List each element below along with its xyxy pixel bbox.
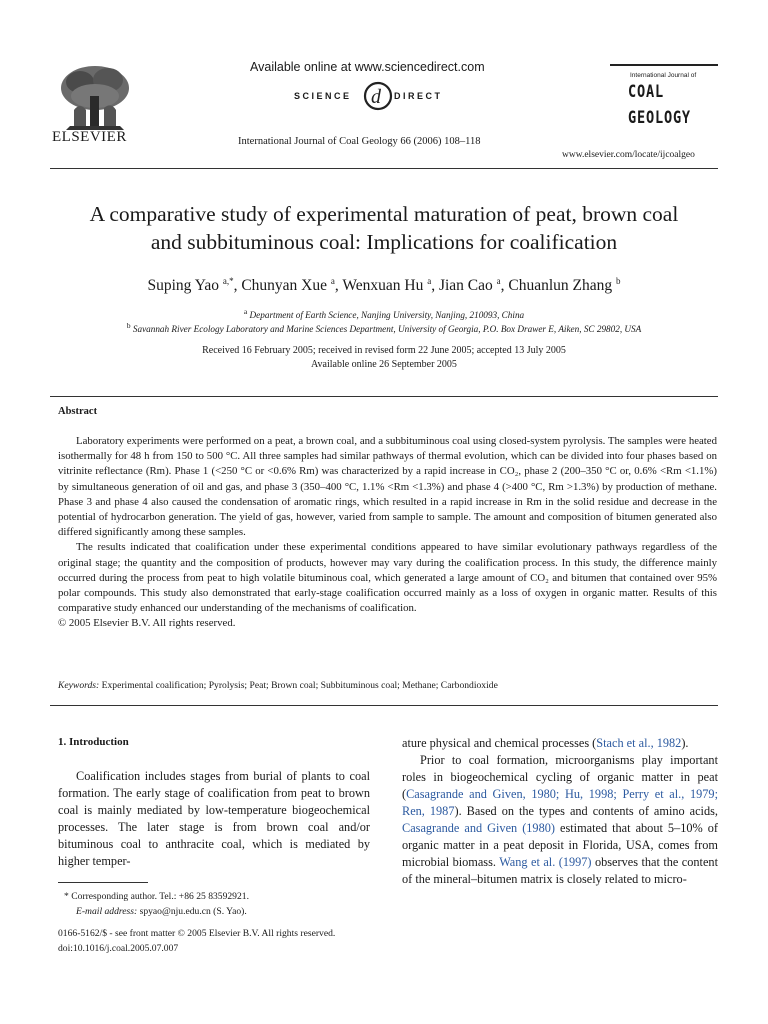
affiliation-mark-a: a: [243, 307, 248, 316]
journal-logo: [610, 64, 720, 140]
citation-link[interactable]: Wang et al. (1997): [499, 855, 592, 869]
keywords-divider: [50, 705, 718, 706]
affiliation-b: [40, 321, 728, 334]
keywords: [58, 680, 718, 691]
journal-reference: International Journal of Coal Geology 66 (2006) 108–118: [238, 136, 481, 147]
issn-doi-block: [58, 926, 388, 956]
journal-logo-word-coal: COAL: [628, 82, 664, 102]
paragraph-text: ature physical and chemical processes (: [402, 736, 597, 750]
article-title: [40, 200, 728, 256]
abstract-copyright: © 2005 Elsevier B.V. All rights reserved.: [58, 617, 236, 630]
author-affiliation-mark: a: [427, 276, 432, 286]
author-separator: ,: [334, 277, 343, 295]
author-list: [40, 276, 728, 295]
author-name: Jian Cao: [438, 277, 493, 295]
sd-right-word: DIRECT: [394, 91, 443, 101]
publisher-name: ELSEVIER: [52, 129, 127, 145]
title-line-1: A comparative study of experimental maturation of peat, brown coal: [89, 202, 679, 226]
issn-text: 0166-5162/$ - see front matter © 2005 Elsevier B.V. All rights reserved.: [58, 928, 336, 939]
right-column: [402, 735, 718, 888]
journal-logo-subtitle: International Journal of: [630, 72, 697, 79]
abstract-heading: Abstract: [58, 406, 98, 417]
journal-logo-word-geology: GEOLOGY: [628, 108, 691, 128]
author-affiliation-mark: a: [330, 276, 335, 286]
author-separator: ,: [431, 277, 439, 295]
journal-logo-rule: [610, 64, 718, 66]
paragraph-text: ). Based on the types and contents of amino acids,: [454, 804, 718, 818]
corresponding-author-text: * Corresponding author. Tel.: +86 25 83592921.: [64, 891, 249, 902]
author-name: Chunyan Xue: [241, 277, 328, 295]
affiliation-mark-b: b: [126, 321, 131, 330]
paragraph-text: ).: [681, 736, 689, 750]
available-online-text: Available online at www.sciencedirect.com: [250, 60, 485, 74]
sd-at-icon: [363, 80, 393, 112]
author-name: Wenxuan Hu: [342, 277, 424, 295]
affiliation-a-text: Department of Earth Science, Nanjing University, Nanjing, 210093, China: [249, 310, 525, 321]
journal-url[interactable]: www.elsevier.com/locate/ijcoalgeo: [562, 150, 695, 160]
intro-paragraph-1: Coalification includes stages from burial of plants to coal formation. The early stage of coalification from peat to brown coal is mainly mediated by low-temperature biogeochemical processes. The later stage is from brown coal and/or bituminous coal to anthracite coal, which is mediated by higher temper-: [58, 769, 370, 868]
author-affiliation-mark: b: [616, 276, 621, 286]
author-separator: ,: [500, 277, 509, 295]
intro-paragraph-2: [402, 752, 718, 888]
citation-link[interactable]: Casagrande and Given, 1980; Hu, 1998; Perry et al., 1979; Ren, 1987: [402, 787, 718, 818]
paragraph-text: Prior to coal formation, microorganisms play important roles in biogeochemical cycling of organic matter in peat (: [402, 753, 718, 801]
header-divider: [50, 168, 718, 169]
paragraph-text: estimated that about 5–10% of organic matter in a peat deposit in Florida, USA, comes from microbial biomass.: [402, 821, 718, 869]
section-heading-introduction: 1. Introduction: [58, 736, 129, 748]
corresponding-author-footnote: [58, 889, 378, 919]
available-date: Available online 26 September 2005: [311, 359, 457, 370]
citation-link[interactable]: Stach et al., 1982: [596, 736, 682, 750]
affiliation-b-text: Savannah River Ecology Laboratory and Marine Sciences Department, University of Georgia, P.O. Box Drawer E, Aiken, SC 29802, USA: [132, 324, 642, 335]
abstract-body: [58, 434, 717, 632]
footnote-divider: [58, 882, 148, 883]
citation-link[interactable]: Casagrande and Given (1980): [402, 821, 555, 835]
author-name: Chuanlun Zhang: [508, 277, 613, 295]
intro-paragraph-continued: [402, 735, 718, 752]
email-label: E-mail address:: [76, 906, 138, 917]
author-separator: ,: [233, 277, 242, 295]
svg-text:d: d: [371, 86, 381, 108]
abstract-paragraph-1: Laboratory experiments were performed on a peat, a brown coal, and a subbituminous coal using closed-system pyrolysis. The samples were heated isothermally for 48 h from 150 to 500 °C. All three samples had similar pathways of thermal evolution, which can be divided into four phases based on vitrinite reflectance (Rm). Phase 1 (<250 °C or <0.6% Rm) was characterized by a rapid increase in CO₂, phase 2 (200–350 °C or, 0.6% <Rm <1.1%) by simultaneous generation of oil and gas, and phase 3 (350–400 °C, 1.1% <Rm <1.3%) and phase 4 (>400 °C, Rm >1.3%) by production of methane. Phase 3 and phase 4 also caused the condensation of aromatic rings, which resulted in a rapid increase in Rm in the solid residue and decrease in the potential of hydrocarbon generation. The yield of gas, however, varied from sample to sample. The amount and composition of bitumen generated also differed significantly among these samples.: [58, 435, 717, 539]
left-column: [58, 768, 370, 870]
paragraph-text: observes that the content of the mineral–bitumen matrix is closely related to micro-: [402, 855, 718, 886]
sd-left-word: SCIENCE: [294, 91, 352, 101]
keywords-list: Experimental coalification; Pyrolysis; Peat; Brown coal; Subbituminous coal; Methane; Carbondioxide: [101, 680, 498, 691]
email-line: [58, 904, 378, 919]
author-affiliation-mark: a: [496, 276, 501, 286]
abstract-paragraph-2: The results indicated that coalification under these experimental conditions appeared to have similar evolutionary pathways regardless of the original stage; the quantity and the composition of products, however may vary during the coalification process. In this study, the difference mainly occurred during the process from peat to high volatile bituminous coal, which generated a large amount of CO₂ and bitumen that contained over 95% polar compounds. This study also demonstrated that early-stage coalification occurred mainly as a loss of oxygen in organic matter. Results of this comparative study enhanced our understanding of the mechanisms of coalification.: [58, 541, 717, 615]
author-affiliation-mark: a,*: [222, 276, 234, 286]
keywords-label: Keywords:: [58, 680, 100, 691]
affiliation-a: [40, 307, 728, 320]
received-dates: Received 16 February 2005; received in revised form 22 June 2005; accepted 13 July 2005: [202, 345, 566, 356]
doi-text[interactable]: doi:10.1016/j.coal.2005.07.007: [58, 943, 179, 954]
author-name: Suping Yao: [147, 277, 219, 295]
title-line-2: and subbituminous coal: Implications for coalification: [150, 230, 618, 254]
sciencedirect-logo: [290, 80, 460, 114]
abstract-divider: [50, 396, 718, 397]
email-address[interactable]: spyao@nju.edu.cn (S. Yao).: [137, 906, 247, 917]
